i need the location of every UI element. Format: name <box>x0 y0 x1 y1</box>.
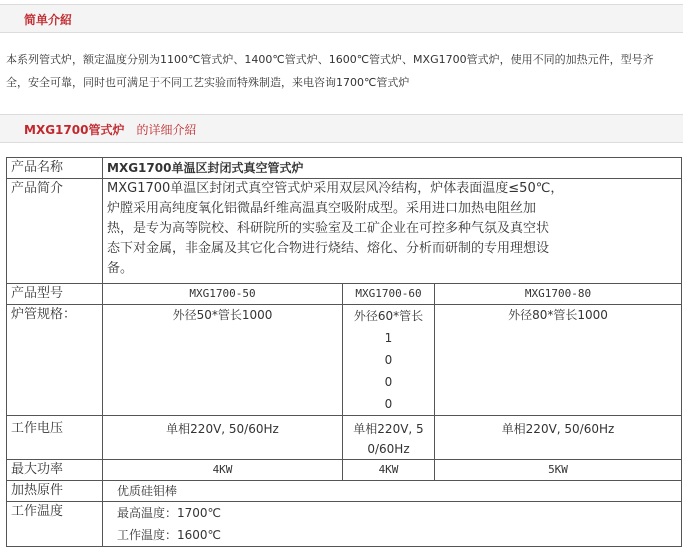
model-cell: MXG1700-80 <box>435 284 682 305</box>
table-row <box>7 179 682 284</box>
table-row <box>7 284 682 305</box>
intro-paragraph <box>6 48 682 94</box>
intro-line: 本系列管式炉，额定温度分别为1100℃管式炉、1400℃管式炉、1600℃管式炉、MXG1700管式炉，使用不同的加热元件，型号齐 <box>6 53 654 66</box>
power-cell: 4KW <box>103 460 343 481</box>
product-title: MXG1700管式炉 <box>24 123 125 137</box>
work-temp: 工作温度：1600℃ <box>117 528 222 542</box>
desc-line: MXG1700单温区封闭式真空管式炉采用双层风冷结构，炉体表面温度≤50℃， <box>107 181 564 196</box>
max-temp: 最高温度：1700℃ <box>117 506 222 520</box>
table-row <box>7 460 682 481</box>
desc-line: 态下对金属，非金属及其它化合物进行烧结、熔化、分析而研制的专用理想设 <box>107 241 550 256</box>
voltage-label: 工作电压 <box>7 416 103 460</box>
desc-line: 热，是专为高等院校、科研院所的实验室及工矿企业在可控多种气氛及真空状 <box>107 221 550 236</box>
desc-line: 炉膛采用高纯度氧化铝微晶纤维高温真空吸附成型。采用进口加热电阻丝加 <box>107 201 537 216</box>
table-row <box>7 481 682 502</box>
temp-value <box>103 502 682 547</box>
tube-cell: 外径50*管长1000 <box>103 305 343 416</box>
table-row <box>7 416 682 460</box>
tube-text: 1 <box>384 331 393 345</box>
intro-line: 全，安全可靠，同时也可满足于不同工艺实验而特殊制造，来电咨询1700℃管式炉 <box>6 76 410 89</box>
temp-label: 工作温度 <box>7 502 103 547</box>
tube-text: 0 <box>384 375 393 389</box>
intro-value <box>103 179 682 284</box>
section-suffix: 的详细介紹 <box>136 123 197 137</box>
model-label: 产品型号 <box>7 284 103 305</box>
tube-text: 外径60*管长 <box>353 309 424 323</box>
model-cell: MXG1700-50 <box>103 284 343 305</box>
product-name-value: MXG1700单温区封闭式真空管式炉 <box>103 158 682 179</box>
tube-cell: 外径80*管长1000 <box>435 305 682 416</box>
spec-table <box>6 157 682 547</box>
intro-label: 产品简介 <box>7 179 103 284</box>
voltage-cell <box>343 416 435 460</box>
voltage-text: 单相220V, 5 <box>353 422 424 436</box>
power-cell: 5KW <box>435 460 682 481</box>
element-value: 优质硅钼棒 <box>103 481 682 502</box>
tube-text: 0 <box>384 397 393 411</box>
model-cell: MXG1700-60 <box>343 284 435 305</box>
section-title: 简单介紹 <box>24 13 73 27</box>
table-row <box>7 158 682 179</box>
section-header-intro <box>0 4 683 33</box>
tube-text: 0 <box>384 353 393 367</box>
table-row <box>7 305 682 416</box>
tube-label: 炉管规格： <box>7 305 103 416</box>
tube-cell <box>343 305 435 416</box>
table-row <box>7 502 682 547</box>
power-cell: 4KW <box>343 460 435 481</box>
voltage-cell: 单相220V, 50/60Hz <box>103 416 343 460</box>
voltage-cell: 单相220V, 50/60Hz <box>435 416 682 460</box>
product-name-label: 产品名称 <box>7 158 103 179</box>
element-label: 加热原件 <box>7 481 103 502</box>
section-header-details <box>0 114 683 143</box>
power-label: 最大功率 <box>7 460 103 481</box>
section-title <box>24 121 196 138</box>
desc-line: 备。 <box>107 261 134 276</box>
voltage-text: 0/60Hz <box>367 442 410 456</box>
